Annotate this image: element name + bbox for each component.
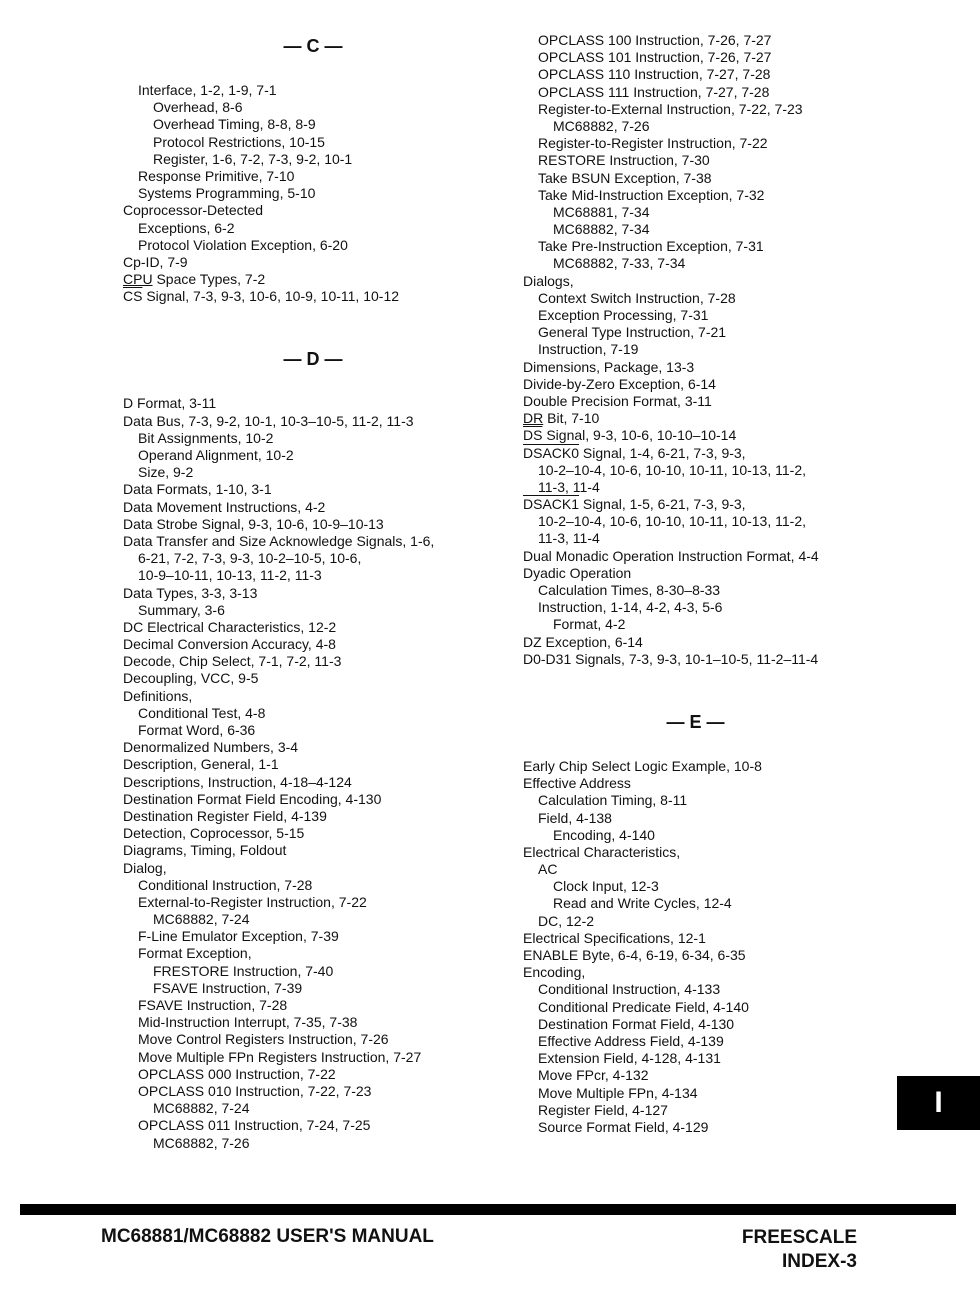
index-entry: FSAVE Instruction, 7-39 <box>153 979 303 996</box>
index-entry: Decimal Conversion Accuracy, 4-8 <box>123 636 336 653</box>
index-entry: Take Pre-Instruction Exception, 7-31 <box>538 238 764 255</box>
section-heading: — E — <box>666 711 725 732</box>
index-entry: Encoding, <box>523 964 586 981</box>
index-entry <box>523 427 868 444</box>
index-entry: FSAVE Instruction, 7-28 <box>138 997 288 1013</box>
index-entry: Dyadic Operation <box>523 564 632 581</box>
index-entry: Summary, 3-6 <box>138 601 225 618</box>
index-entry <box>123 288 503 305</box>
underlined-term: CPU <box>123 271 153 288</box>
index-entry: MC68882, 7-33, 7-34 <box>553 255 686 272</box>
index-entry: Data Strobe Signal, 9-3, 10-6, 10-9–10-13 <box>123 515 384 532</box>
index-entry: Bit Assignments, 10-2 <box>138 429 274 446</box>
index-entry: Dialogs, <box>523 272 574 289</box>
index-entry: Format, 4-2 <box>553 616 626 633</box>
index-entry: Early Chip Select Logic Example, 10-8 <box>523 757 762 774</box>
index-entry: Description, General, 1-1 <box>123 756 279 773</box>
entry-text: Space Types, 7-2 <box>152 271 266 288</box>
overbar-signal: $\overline{CS}$ <box>123 288 143 305</box>
index-entry: Dual Monadic Operation Instruction Format, 4-4 <box>523 547 819 564</box>
footer-right-block <box>742 1226 857 1274</box>
entry-text: Signal, 7-3, 9-3, 10-6, 10-9, 10-11, 10-12 <box>142 288 400 305</box>
index-column-left <box>123 32 503 1152</box>
index-entry: Divide-by-Zero Exception, 6-14 <box>523 375 716 392</box>
index-entry: Format Exception, <box>138 945 252 962</box>
index-entry: Move Multiple FPn, 4-134 <box>538 1084 698 1101</box>
index-entry: Take Mid-Instruction Exception, 7-32 <box>538 186 765 203</box>
index-entry: Dimensions, Package, 13-3 <box>523 358 695 375</box>
index-entry: MC68882, 7-34 <box>553 221 650 238</box>
index-entry: Systems Programming, 5-10 <box>138 185 316 202</box>
index-entry: Register-to-External Instruction, 7-22, 7-23 <box>538 100 803 117</box>
overbar-signal: DSACK1 <box>523 496 580 513</box>
index-entry: Read and Write Cycles, 12-4 <box>553 895 732 912</box>
index-entry: General Type Instruction, 7-21 <box>538 324 727 341</box>
index-entry: Descriptions, Instruction, 4-18–4-124 <box>123 773 352 790</box>
section-spacer <box>123 305 503 345</box>
index-entry: Data Bus, 7-3, 9-2, 10-1, 10-3–10-5, 11-2, 11-3 <box>123 412 414 429</box>
index-entry: FRESTORE Instruction, 7-40 <box>153 962 334 979</box>
index-entry: Context Switch Instruction, 7-28 <box>538 289 736 306</box>
index-entry: D Format, 3-11 <box>123 395 217 412</box>
index-entry: Size, 9-2 <box>138 464 194 481</box>
section-spacer <box>523 668 868 708</box>
footer-rule <box>20 1204 956 1215</box>
section-heading: — D — <box>283 349 343 370</box>
index-entry: Take BSUN Exception, 7-38 <box>538 169 712 186</box>
index-entry: Move FPcr, 4-132 <box>538 1067 649 1084</box>
index-entry: MC68882, 7-24 <box>153 911 250 928</box>
index-entry: Field, 4-138 <box>538 809 612 826</box>
section-tab: I <box>897 1076 980 1130</box>
index-entry: Protocol Restrictions, 10-15 <box>153 133 325 150</box>
index-entry: 10-2–10-4, 10-6, 10-10, 10-11, 10-13, 11-2, <box>538 461 806 478</box>
index-entry: Destination Format Field, 4-130 <box>538 1015 735 1032</box>
index-entry: Decoupling, VCC, 9-5 <box>123 670 259 687</box>
index-entry: DC, 12-2 <box>538 912 595 929</box>
index-entry: Electrical Characteristics, <box>523 843 681 860</box>
index-entry: 10-2–10-4, 10-6, 10-10, 10-11, 10-13, 11-2, <box>538 513 806 530</box>
index-entry: Electrical Specifications, 12-1 <box>523 929 706 946</box>
index-entry: MC68881, 7-34 <box>553 203 650 220</box>
entry-text: Bit, 7-10 <box>543 410 600 427</box>
index-entry: Clock Input, 12-3 <box>553 878 659 895</box>
index-entry: OPCLASS 110 Instruction, 7-27, 7-28 <box>538 66 771 83</box>
index-entry: Instruction, 1-14, 4-2, 4-3, 5-6 <box>538 599 723 616</box>
index-entry: Destination Register Field, 4-139 <box>123 807 327 824</box>
index-entry: OPCLASS 101 Instruction, 7-26, 7-27 <box>538 49 772 66</box>
index-entry: MC68882, 7-26 <box>153 1134 250 1151</box>
index-entry: Exception Processing, 7-31 <box>538 307 709 323</box>
overbar-signal: DSACK0 <box>523 444 580 461</box>
index-entry: Register, 1-6, 7-2, 7-3, 9-2, 10-1 <box>153 150 353 167</box>
index-entry: Denormalized Numbers, 3-4 <box>123 739 299 756</box>
index-entry: Calculation Times, 8-30–8-33 <box>538 582 721 598</box>
index-entry: DC Electrical Characteristics, 12-2 <box>123 618 337 635</box>
index-entry: Extension Field, 4-128, 4-131 <box>538 1050 721 1067</box>
index-entry: OPCLASS 111 Instruction, 7-27, 7-28 <box>538 83 770 100</box>
index-entry: Move Control Registers Instruction, 7-26 <box>138 1031 389 1048</box>
index-entry: Detection, Coprocessor, 5-15 <box>123 825 305 842</box>
index-entry: Instruction, 7-19 <box>538 341 639 358</box>
index-entry: External-to-Register Instruction, 7-22 <box>138 893 367 910</box>
underlined-term: DR <box>523 410 544 427</box>
index-entry: OPCLASS 000 Instruction, 7-22 <box>138 1065 336 1082</box>
index-entry: DZ Exception, 6-14 <box>523 633 643 650</box>
index-entry: OPCLASS 010 Instruction, 7-22, 7-23 <box>138 1082 372 1099</box>
index-entry <box>123 271 503 288</box>
index-entry: Protocol Violation Exception, 6-20 <box>138 236 348 253</box>
index-entry: AC <box>538 861 558 878</box>
index-entry: Calculation Timing, 8-11 <box>538 792 688 809</box>
index-entry <box>523 410 868 427</box>
index-entry: Destination Format Field Encoding, 4-130 <box>123 790 382 807</box>
index-entry: Conditional Predicate Field, 4-140 <box>538 998 749 1015</box>
index-column-right <box>523 32 868 1136</box>
entry-text: Signal, 1-4, 6-21, 7-3, 9-3, <box>579 444 746 461</box>
index-entry: Mid-Instruction Interrupt, 7-35, 7-38 <box>138 1014 358 1031</box>
index-entry: Data Types, 3-3, 3-13 <box>123 584 258 601</box>
index-entry: Definitions, <box>123 687 193 704</box>
index-entry: Effective Address Field, 4-139 <box>538 1032 724 1049</box>
index-entry: Effective Address <box>523 775 631 792</box>
index-entry: Coprocessor-Detected <box>123 202 264 219</box>
index-entry: Move Multiple FPn Registers Instruction, 7-27 <box>138 1048 422 1065</box>
index-entry: Conditional Test, 4-8 <box>138 704 266 721</box>
index-entry: Data Transfer and Size Acknowledge Signals, 1-6, <box>123 532 435 549</box>
index-entry: Encoding, 4-140 <box>553 826 655 843</box>
index-entry: Data Movement Instructions, 4-2 <box>123 498 326 515</box>
section-heading: — C — <box>283 36 343 56</box>
index-entry: Conditional Instruction, 4-133 <box>538 981 721 998</box>
index-entry: RESTORE Instruction, 7-30 <box>538 152 710 169</box>
index-entry: Cp-ID, 7-9 <box>123 253 188 270</box>
index-entry: Decode, Chip Select, 7-1, 7-2, 11-3 <box>123 653 342 670</box>
entry-text: Signal, 9-3, 10-6, 10-10–10-14 <box>542 427 737 444</box>
index-entry <box>523 496 868 513</box>
index-entry: D0-D31 Signals, 7-3, 9-3, 10-1–10-5, 11-2–11-4 <box>523 650 819 667</box>
index-entry: Data Formats, 1-10, 3-1 <box>123 481 272 498</box>
index-entry: Double Precision Format, 3-11 <box>523 392 712 409</box>
index-entry: Register-to-Register Instruction, 7-22 <box>538 135 768 152</box>
index-entry: 11-3, 11-4 <box>538 478 600 495</box>
index-entry: Format Word, 6-36 <box>138 722 256 738</box>
index-entry: ENABLE Byte, 6-4, 6-19, 6-34, 6-35 <box>523 947 746 963</box>
index-entry: F-Line Emulator Exception, 7-39 <box>138 928 339 945</box>
index-entry: Exceptions, 6-2 <box>138 219 235 236</box>
footer-page-number: INDEX-3 <box>782 1251 857 1272</box>
index-entry: 10-9–10-11, 10-13, 11-2, 11-3 <box>138 567 322 584</box>
index-entry: Register Field, 4-127 <box>538 1101 668 1118</box>
footer-manual-title: MC68881/MC68882 USER'S MANUAL <box>101 1226 434 1247</box>
index-entry: Interface, 1-2, 1-9, 7-1 <box>138 82 277 98</box>
index-entry: Response Primitive, 7-10 <box>138 167 295 184</box>
index-entry: Dialog, <box>123 859 167 876</box>
overbar-signal: $\overline{DS}$ <box>523 427 543 444</box>
index-entry: Overhead, 8-6 <box>153 99 243 116</box>
index-entry: Conditional Instruction, 7-28 <box>138 876 313 893</box>
index-entry <box>523 445 868 462</box>
footer-publisher: FREESCALE <box>741 1227 857 1248</box>
index-entry: OPCLASS 100 Instruction, 7-26, 7-27 <box>538 32 772 48</box>
index-entry: Diagrams, Timing, Foldout <box>123 842 287 859</box>
index-entry: OPCLASS 011 Instruction, 7-24, 7-25 <box>138 1117 371 1134</box>
index-entry: MC68882, 7-24 <box>153 1100 250 1117</box>
index-entry: 6-21, 7-2, 7-3, 9-3, 10-2–10-5, 10-6, <box>138 550 362 567</box>
entry-text: Signal, 1-5, 6-21, 7-3, 9-3, <box>579 496 746 513</box>
index-entry: MC68882, 7-26 <box>553 117 650 134</box>
index-entry: Source Format Field, 4-129 <box>538 1118 709 1135</box>
index-entry: Overhead Timing, 8-8, 8-9 <box>153 116 316 133</box>
index-entry: 11-3, 11-4 <box>538 530 600 547</box>
index-entry: Operand Alignment, 10-2 <box>138 447 294 463</box>
